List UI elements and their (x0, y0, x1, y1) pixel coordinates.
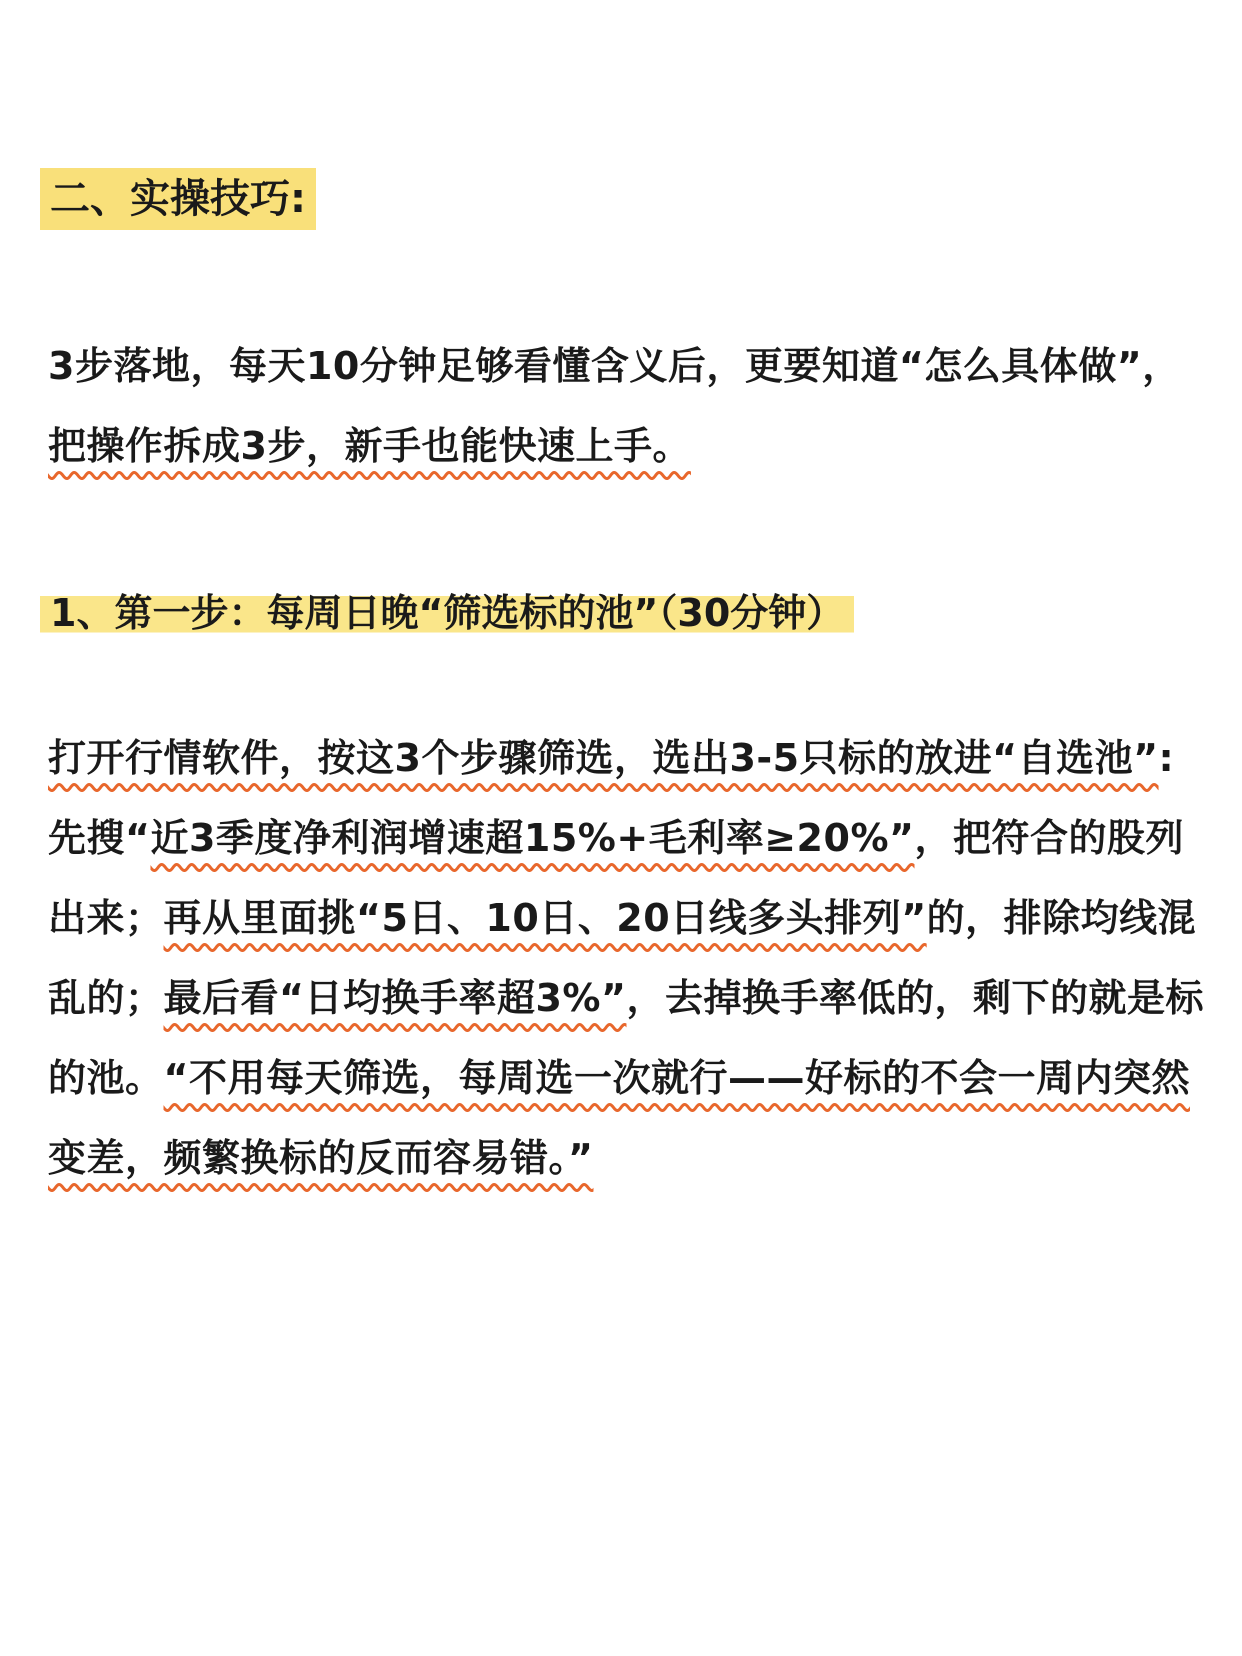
body-text-1: : (1158, 736, 1175, 780)
step1-body (48, 718, 1208, 1198)
body-underlined-1: 打开行情软件，按这3个步骤筛选，选出3-5只标的放进“自选池” (48, 736, 1159, 780)
body-underlined-5: “不用每天筛选，每周选一次就行——好标的不会一周内突然变差，频繁换标的反而容易错。” (48, 1056, 1190, 1180)
intro-underlined-text: 把操作拆成3步，新手也能快速上手。 (48, 424, 691, 468)
section-heading: 二、实操技巧: (40, 168, 316, 230)
step1-heading: 1、第一步：每周日晚“筛选标的池”（30分钟） (40, 585, 854, 641)
intro-text: 3步落地，每天10分钟足够看懂含义后，更要知道“怎么具体做”， (48, 344, 1181, 388)
intro-paragraph (48, 326, 1208, 486)
body-text-3: ，把符合的股列出来； (48, 816, 1185, 940)
body-text-5: ，去掉换手率低的，剩下的就是标的池。 (48, 976, 1204, 1100)
body-underlined-4: 最后看“日均换手率超3%” (163, 976, 627, 1020)
body-underlined-2: 近3季度净利润增速超15%+毛利率≥20%” (150, 816, 915, 860)
body-underlined-3: 再从里面挑“5日、10日、20日线多头排列” (163, 896, 927, 940)
body-text-4: 的，排除均线混乱的； (48, 896, 1197, 1020)
body-text-2: 先搜“ (48, 816, 151, 860)
